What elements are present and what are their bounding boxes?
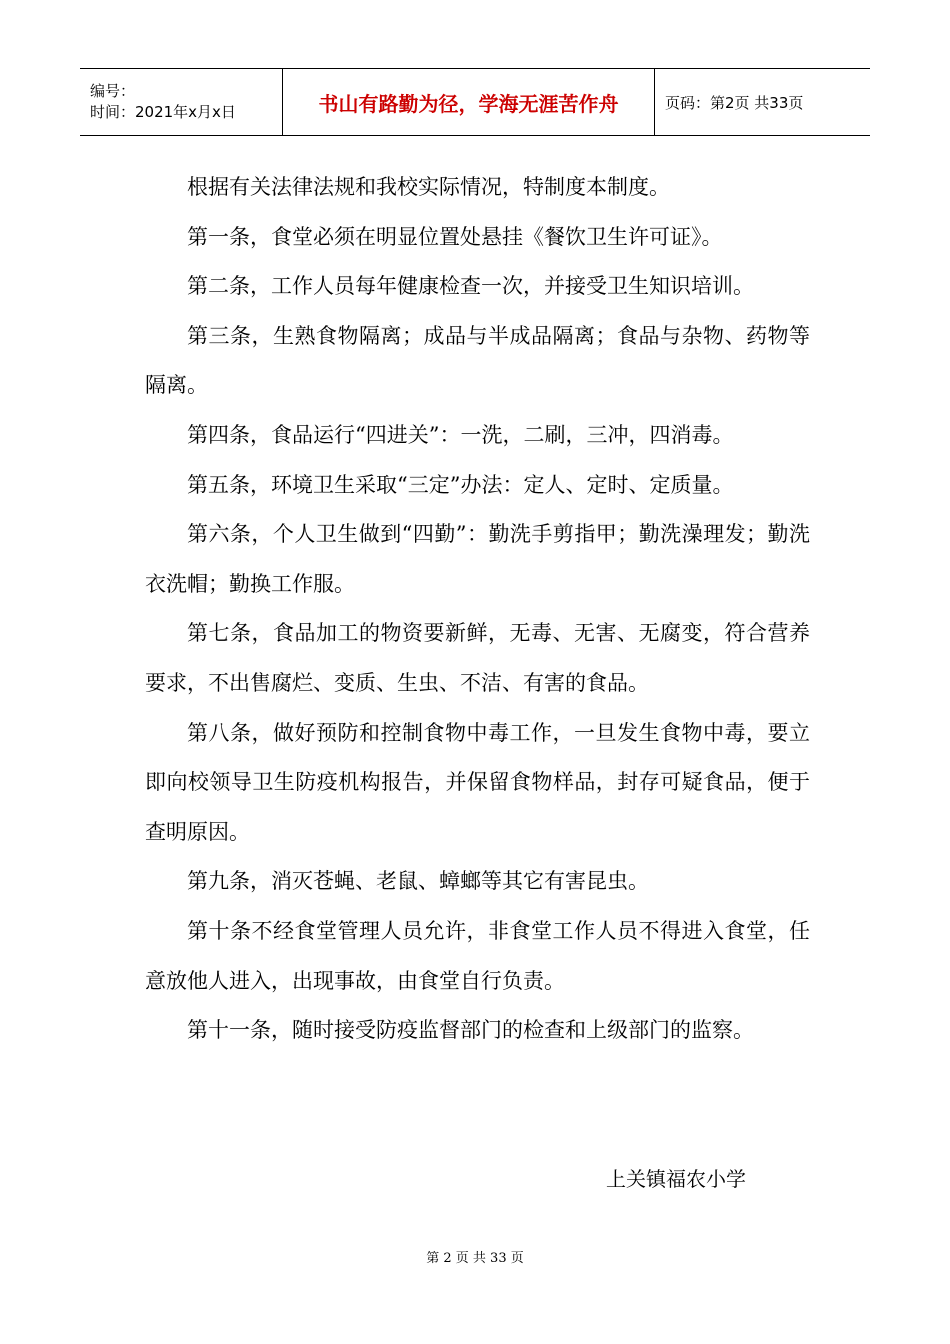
paragraph-intro: 根据有关法律法规和我校实际情况，特制度本制度。 bbox=[187, 175, 670, 199]
document-body bbox=[145, 163, 810, 1056]
paragraph-article-11: 第十一条，随时接受防疫监督部门的检查和上级部门的监察。 bbox=[187, 1018, 754, 1043]
paragraph-article-6: 第六条，个人卫生做到“四勤”：勤洗手剪指甲；勤洗澡理发；勤洗衣洗帽；勤换工作服。 bbox=[145, 522, 810, 596]
paragraph-article-5: 第五条，环境卫生采取“三定”办法：定人、定时、定质量。 bbox=[187, 472, 734, 497]
number-label: 编号： bbox=[90, 82, 136, 100]
paragraph-article-2: 第二条，工作人员每年健康检查一次，并接受卫生知识培训。 bbox=[187, 274, 754, 299]
date-label: 时间：2021年x月x日 bbox=[90, 103, 236, 121]
header-motto: 书山有路勤为径，学海无涯苦作舟 bbox=[282, 69, 655, 135]
header-page-info: 页码：第2页 共33页 bbox=[665, 93, 804, 112]
paragraph-article-4: 第四条，食品运行“四进关”：一洗，二刷，三冲，四消毒。 bbox=[187, 422, 734, 447]
paragraph-article-3: 第三条，生熟食物隔离；成品与半成品隔离；食品与杂物、药物等隔离。 bbox=[145, 323, 810, 398]
page-footer: 第 2 页 共 33 页 bbox=[426, 1251, 524, 1266]
paragraph-article-10: 第十条不经食堂管理人员允许，非食堂工作人员不得进入食堂，任意放他人进入，出现事故，由食堂自行负责。 bbox=[145, 918, 810, 993]
document-header bbox=[80, 68, 870, 136]
signature-school: 上关镇福农小学 bbox=[606, 1167, 746, 1191]
header-meta bbox=[80, 69, 282, 135]
paragraph-article-1: 第一条，食堂必须在明显位置处悬挂《餐饮卫生许可证》。 bbox=[187, 224, 723, 249]
paragraph-article-8: 第八条，做好预防和控制食物中毒工作，一旦发生食物中毒，要立即向校领导卫生防疫机构报告，并保留食物样品，封存可疑食品，便于查明原因。 bbox=[145, 720, 810, 844]
paragraph-article-9: 第九条，消灭苍蝇、老鼠、蟑螂等其它有害昆虫。 bbox=[187, 869, 649, 894]
paragraph-article-7: 第七条，食品加工的物资要新鲜，无毒、无害、无腐变，符合营养要求，不出售腐烂、变质、生虫、不洁、有害的食品。 bbox=[145, 621, 810, 695]
